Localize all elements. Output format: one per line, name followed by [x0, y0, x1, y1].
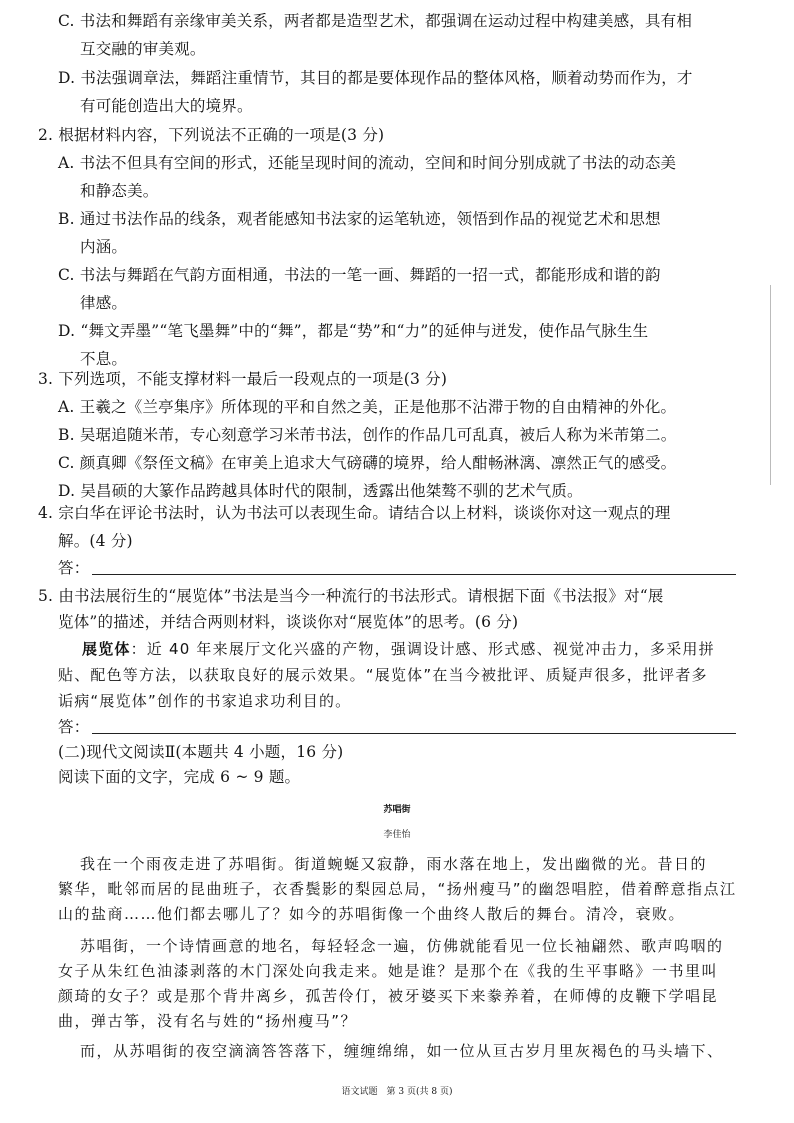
- story-p1-line2: 繁华，毗邻而居的昆曲班子，衣香鬓影的梨园总局，“扬州瘦马”的幽怨唱腔，借着醉意指点江: [58, 880, 737, 898]
- q2-option-b-line2: 内涵。: [80, 238, 128, 256]
- q2-option-d-line2: 不息。: [80, 350, 128, 368]
- q5-stem-line1: 5. 由书法展衍生的“展览体”书法是当今一种流行的书法形式。请根据下面《书法报》对“展: [38, 587, 664, 605]
- q2-option-b-line1: B. 通过书法作品的线条，观者能感知书法家的运笔轨迹，领悟到作品的视觉艺术和思想: [58, 210, 661, 228]
- q2-option-a-line1: A. 书法不但具有空间的形式，还能呈现时间的流动，空间和时间分别成就了书法的动态美: [58, 154, 677, 172]
- q5-quote-line3: 诟病“展览体”创作的书家追求功利目的。: [58, 692, 352, 710]
- story-title: 苏唱街: [383, 805, 411, 815]
- q5-stem-line2: 览体”的描述，并结合两则材料，谈谈你对“展览体”的思考。(6 分): [58, 613, 519, 631]
- q3-option-d: D. 吴昌硕的大篆作品跨越具体时代的限制，透露出他桀骜不驯的艺术气质。: [58, 482, 583, 500]
- q1-option-c-line1: C. 书法和舞蹈有亲缘审美关系，两者都是造型艺术，都强调在运动过程中构建美感，具有相: [58, 12, 693, 30]
- q2-option-c-line2: 律感。: [80, 294, 128, 312]
- page-footer: 语文试题 第 3 页(共 8 页): [341, 1087, 453, 1097]
- q1-option-c-line2: 互交融的审美观。: [80, 40, 206, 58]
- q5-quote-text1: ：近 40 年来展厅文化兴盛的产物，强调设计感、形式感、视觉冲击力，多采用拼: [130, 640, 715, 658]
- scan-edge-divider: [770, 285, 771, 485]
- story-p2-line3: 颜琦的女子？或是那个背井离乡，孤苦伶仃，被牙婆买下来豢养着，在师傅的皮鞭下学唱昆: [58, 987, 719, 1005]
- story-p2-line4: 曲，弹古筝，没有名与姓的“扬州瘦马”？: [58, 1012, 358, 1030]
- q4-answer-rule: [92, 574, 736, 575]
- q4-answer-label: 答：: [58, 559, 90, 577]
- q4-answer-line[interactable]: [58, 557, 736, 579]
- story-p1-line1: 我在一个雨夜走进了苏唱街。街道蜿蜒又寂静，雨水落在地上，发出幽微的光。昔日的: [80, 855, 708, 873]
- q3-stem: 3. 下列选项，不能支撑材料一最后一段观点的一项是(3 分): [38, 370, 448, 388]
- story-p2-line2: 女子从朱红色油漆剥落的木门深处向我走来。她是谁？是那个在《我的生平事略》一书里叫: [58, 962, 719, 980]
- section2-instruction: 阅读下面的文字，完成 6 ~ 9 题。: [58, 768, 301, 786]
- story-p3-line1: 而，从苏唱街的夜空滴滴答答落下，缠缠绵绵，如一位从亘古岁月里灰褐色的马头墙下、: [80, 1042, 724, 1060]
- q5-quote-line2: 贴、配色等方法，以获取良好的展示效果。“展览体”在当今被批评、质疑声很多，批评者多: [58, 666, 708, 684]
- q1-option-d-line1: D. 书法强调章法，舞蹈注重情节，其目的都是要体现作品的整体风格，顺着动势而作为，才: [58, 69, 693, 87]
- story-p2-line1: 苏唱街，一个诗情画意的地名，每轻轻念一遍，仿佛就能看见一位长袖翩然、歌声呜咽的: [80, 937, 724, 955]
- q5-quote-term: 展览体: [82, 640, 131, 658]
- q3-option-b: B. 吴琚追随米芾，专心刻意学习米芾书法，创作的作品几可乱真，被后人称为米芾第二。: [58, 426, 677, 444]
- q2-option-d-line1: D. “舞文弄墨”“笔飞墨舞”中的“舞”，都是“势”和“力”的延伸与迸发，使作品气脉生生: [58, 322, 649, 340]
- q2-option-c-line1: C. 书法与舞蹈在气韵方面相通，书法的一笔一画、舞蹈的一招一式，都能形成和谐的韵: [58, 266, 661, 284]
- q4-stem-line2: 解。(4 分): [58, 532, 133, 550]
- q3-option-c: C. 颜真卿《祭侄文稿》在审美上追求大气磅礴的境界，给人酣畅淋漓、凛然正气的感受。: [58, 454, 677, 472]
- q5-quote-line1: [82, 638, 715, 660]
- q1-option-d-line2: 有可能创造出大的境界。: [80, 97, 253, 115]
- q4-stem-line1: 4. 宗白华在评论书法时，认为书法可以表现生命。请结合以上材料，谈谈你对这一观点的理: [38, 504, 671, 522]
- story-author: 李佳怡: [383, 830, 411, 840]
- q5-answer-rule: [92, 733, 736, 734]
- q5-answer-label: 答：: [58, 718, 90, 736]
- story-p1-line3: 山的盐商……他们都去哪儿了？如今的苏唱街像一个曲终人散后的舞台。清冷，衰败。: [58, 905, 686, 923]
- q3-option-a: A. 王羲之《兰亭集序》所体现的平和自然之美，正是他那不沾滞于物的自由精神的外化。: [58, 398, 677, 416]
- q2-option-a-line2: 和静态美。: [80, 182, 159, 200]
- section2-heading: (二)现代文阅读Ⅱ(本题共 4 小题，16 分): [58, 743, 344, 761]
- q2-stem: 2. 根据材料内容，下列说法不正确的一项是(3 分): [38, 126, 385, 144]
- q5-answer-line[interactable]: [58, 716, 736, 738]
